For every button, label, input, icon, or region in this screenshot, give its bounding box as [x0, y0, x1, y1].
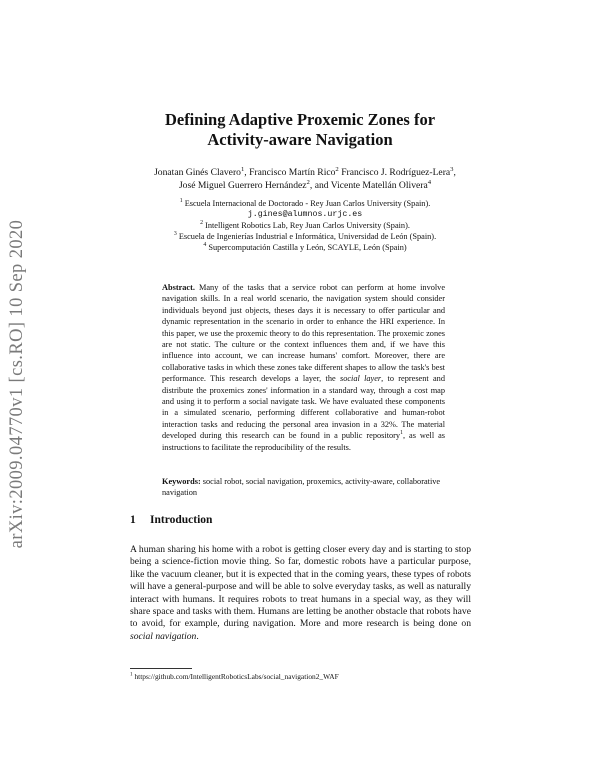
- author: Jonatan Ginés Clavero$^1$: [154, 165, 245, 178]
- footnote: $^1$ https://github.com/IntelligentRoboticsLabs/social_navigation2_WAF: [130, 671, 339, 681]
- author: and Vicente Matellán Olivera$^4$: [314, 178, 432, 191]
- footnote-rule: [130, 668, 192, 669]
- affiliation: $^3$ Escuela de Ingenierías Industrial e Informática, Universidad de León (Spain).: [173, 231, 437, 241]
- affiliation: $^4$ Supercomputación Castilla y León, SCAYLE, León (Spain): [203, 242, 407, 252]
- abstract-label: Abstract.: [162, 283, 195, 292]
- keywords: Keywords: social robot, social navigation, proxemics, activity-aware, collaborative navigation: [162, 477, 441, 498]
- affiliation-list: [130, 198, 480, 253]
- section-heading: 1 Introduction: [130, 514, 213, 526]
- abstract: Abstract. Many of the tasks that a service robot can perform at home involve navigation skills. In a real world scenario, the navigation system should consider individuals beyond just objects, theses days it is necessary to offer particular and dynamic representation in the scenario in order to enhance the HRI experience. In this paper, we use the proxemic theory to do this representation. The proxemic zones are not static. The culture or the context influences them and, if we have this influence into account, we can increase humans' comfort. Moreover, there are collaborative tasks in which these zones take different shapes to allow the task's best performance. This research develops a layer, the social layer, to represent and distribute the proxemics zones' information in a standard way, through a cost map and using it to perform a social navigate task. We have evaluated these components in a simulated scenario, performing different collaborative and human-robot interaction tasks and reducing the personal area invasion in a 32%. The material developed during this research can be found in a public repository$^1$, as well as instructions to facilitate the reproducibility of the results.: [162, 283, 446, 452]
- keywords-label: Keywords:: [162, 477, 201, 486]
- affiliation: $^1$ Escuela Internacional de Doctorado - Rey Juan Carlos University (Spain).: [179, 198, 431, 208]
- author: José Miguel Guerrero Hernández$^2$: [178, 178, 310, 191]
- introduction-paragraph: A human sharing his home with a robot is getting closer every day and is starting to stop being a science-fiction movie thing. So far, domestic robots have a particular purpose, like the vacuum cleaner, but it is expected that in the coming years, these types of robots will have a general-purpose and will be able to solve everyday tasks, as well as naturally interact with humans. It requires robots to treat humans in a special way, as they will share space and tasks with them. Humans are letting be another obstacle that robots have to avoid, for example, during navigation. More and more research is being done on social navigation.: [130, 544, 471, 642]
- author-email: j.gines@alumnos.urjc.es: [247, 210, 363, 219]
- author: Francisco Martín Rico$^2$: [249, 165, 339, 178]
- author-list: Jonatan Ginés Clavero$^1$, Francisco Martín Rico$^2$ Francisco J. Rodríguez-Lera$^3$, José Miguel Guerrero Hernández$^2$, and Vicente Matellán Olivera$^4$: [154, 165, 456, 191]
- title-line-1: Defining Adaptive Proxemic Zones for: [164, 110, 436, 129]
- paper-title: [130, 110, 470, 150]
- title-line-2: Activity-aware Navigation: [207, 130, 393, 149]
- arxiv-identifier-sidebar: arXiv:2009.04770v1 [cs.RO] 10 Sep 2020: [7, 219, 27, 549]
- affiliation: $^2$ Intelligent Robotics Lab, Rey Juan Carlos University (Spain).: [200, 220, 410, 230]
- author: Francisco J. Rodríguez-Lera$^3$: [341, 165, 454, 178]
